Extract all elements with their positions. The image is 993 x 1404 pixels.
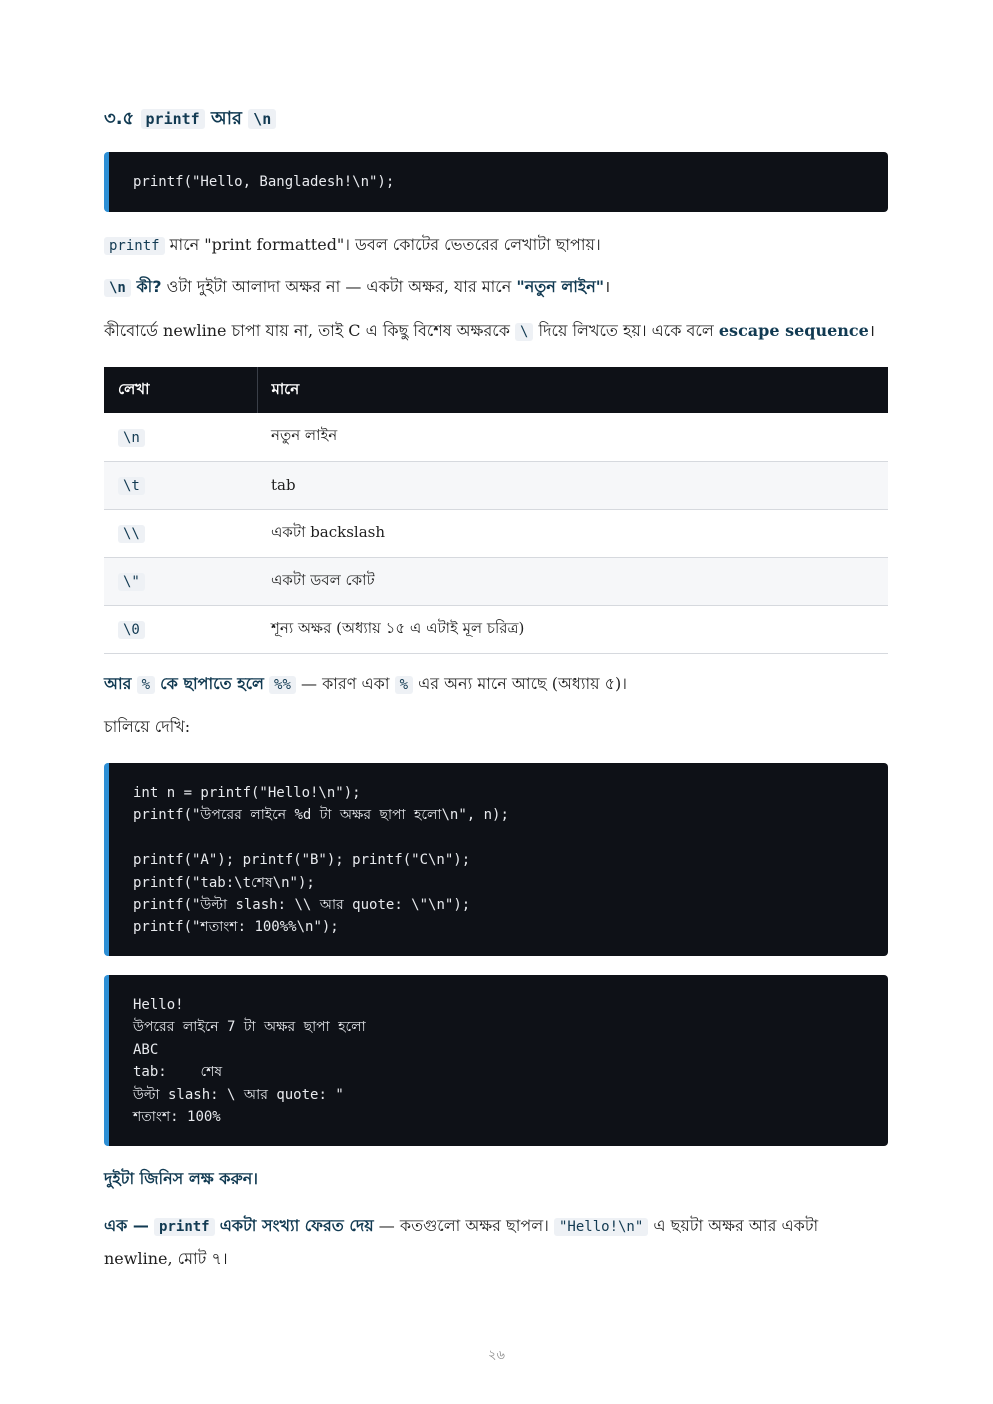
paragraph-text: কীবোর্ডে newline চাপা যায় না, তাই C এ কিছু বিশেষ অক্ষরকে xyxy=(104,321,510,340)
table-cell xyxy=(104,509,257,557)
heading-code-newline: \n xyxy=(248,109,276,129)
paragraph-text: ওটা দুইটা আলাদা অক্ষর না — একটা অক্ষর, যার মানে xyxy=(166,277,512,296)
inline-code: \n xyxy=(104,279,131,297)
code-block-hello: printf("Hello, Bangladesh!\n"); xyxy=(104,152,888,212)
paragraph-escape-sequence xyxy=(104,319,888,344)
page-number: ২৬ xyxy=(488,1348,505,1363)
table-header-cell: মানে xyxy=(257,367,888,413)
escape-sequence-table xyxy=(104,367,888,654)
output-block: Hello! উপরের লাইনে 7 টা অক্ষর ছাপা হলো ABC tab: শেষ উল্টা slash: \ আর quote: " শতাংশ: 100% xyxy=(104,975,888,1146)
table-cell: একটা backslash xyxy=(257,509,888,557)
bold-text: "নতুন লাইন" xyxy=(516,277,605,296)
table-row xyxy=(104,605,888,653)
inline-code: \\ xyxy=(118,525,145,543)
paragraph-text: এর অন্য মানে আছে (অধ্যায় ৫)। xyxy=(418,674,627,693)
paragraph-text: এ ছয়টা অক্ষর আর একটা xyxy=(653,1216,819,1235)
table-cell: নতুন লাইন xyxy=(257,413,888,461)
bold-text: আর xyxy=(104,674,132,693)
paragraph-text: দিয়ে লিখতে হয়। একে বলে xyxy=(538,321,714,340)
table-cell: tab xyxy=(257,461,888,509)
paragraph-percent-escape xyxy=(104,672,888,697)
section-heading xyxy=(104,104,276,135)
bold-text: একটা সংখ্যা ফেরত দেয় xyxy=(219,1216,374,1235)
section-number: ৩.৫ xyxy=(104,108,135,129)
bold-text: এক — xyxy=(104,1216,149,1235)
bold-text: কী? xyxy=(136,277,162,296)
heading-code-printf: printf xyxy=(141,109,205,129)
inline-code: \t xyxy=(118,477,145,495)
code-block-program: int n = printf("Hello!\n"); printf("উপরের লাইনে %d টা অক্ষর ছাপা হলো\n", n); printf("A"); printf("B"); printf("C\n"); printf("tab:\tশেষ\n"); printf("উল্টা slash: \\ আর quote: \"\n"); printf("শতাংশ: 100%%\n"); xyxy=(104,763,888,956)
table-cell xyxy=(104,557,257,605)
table-cell: শূন্য অক্ষর (অধ্যায় ১৫ এ এটাই মূল চরিত্র) xyxy=(257,605,888,653)
paragraph-lets-run: চালিয়ে দেখি: xyxy=(104,717,191,736)
paragraph-printf-return xyxy=(104,1210,888,1274)
table-row xyxy=(104,461,888,509)
inline-code: %% xyxy=(269,676,296,694)
table-header-cell: লেখা xyxy=(104,367,257,413)
paragraph-text: — কতগুলো অক্ষর ছাপল। xyxy=(378,1216,549,1235)
inline-code: \ xyxy=(515,323,533,341)
bold-text: escape sequence xyxy=(718,321,869,340)
inline-code: \n xyxy=(118,429,145,447)
paragraph-notice xyxy=(104,1167,888,1191)
table-header-row xyxy=(104,367,888,413)
table-cell xyxy=(104,413,257,461)
bold-text: কে ছাপাতে হলে xyxy=(160,674,264,693)
paragraph-printf-meaning xyxy=(104,233,888,258)
paragraph-newline-meaning xyxy=(104,275,888,300)
punctuation: । xyxy=(604,277,611,296)
table-cell xyxy=(104,461,257,509)
heading-word: আর xyxy=(210,108,242,129)
inline-code: "Hello!\n" xyxy=(554,1218,648,1236)
bold-text: দুইটা জিনিস লক্ষ করুন। xyxy=(104,1169,259,1188)
table-row xyxy=(104,557,888,605)
inline-code: % xyxy=(137,676,155,694)
inline-code: printf xyxy=(154,1218,215,1236)
paragraph-text: মানে "print formatted"। ডবল কোটের ভেতরের লেখাটা ছাপায়। xyxy=(169,235,601,254)
table-row xyxy=(104,509,888,557)
table-row xyxy=(104,413,888,461)
paragraph-text: — কারণ একা xyxy=(301,674,390,693)
inline-code: \" xyxy=(118,573,145,591)
inline-code: printf xyxy=(104,237,165,255)
punctuation: । xyxy=(868,321,875,340)
table-cell xyxy=(104,605,257,653)
inline-code: % xyxy=(395,676,413,694)
inline-code: \0 xyxy=(118,621,145,639)
table-cell: একটা ডবল কোট xyxy=(257,557,888,605)
paragraph-text: newline, মোট ৭। xyxy=(104,1249,228,1268)
